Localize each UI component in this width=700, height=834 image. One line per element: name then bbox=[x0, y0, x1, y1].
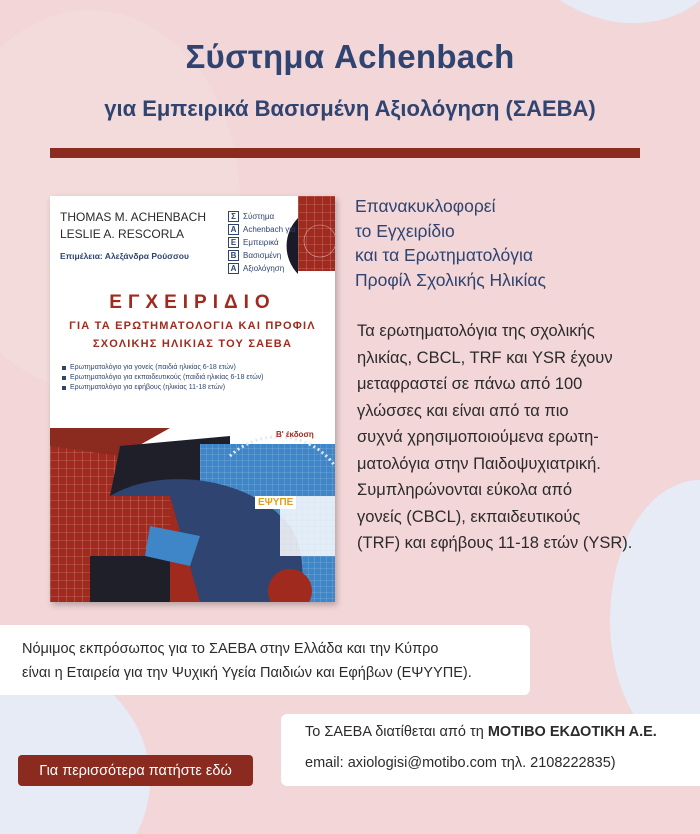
book-authors bbox=[60, 209, 206, 243]
questionnaire-item bbox=[62, 384, 264, 391]
square-bullet-icon bbox=[62, 386, 66, 390]
book-editor: Επιμέλεια: Αλεξάνδρα Ρούσσου bbox=[60, 251, 189, 261]
acronym-word: Εμπειρικά bbox=[243, 237, 279, 247]
acronym-row bbox=[228, 223, 296, 235]
questionnaire-label: Ερωτηματολόγιο για γονείς (παιδιά ηλικίας 6-18 ετών) bbox=[70, 364, 236, 371]
book-title: ΕΓΧΕΙΡΙΔΙΟ bbox=[109, 292, 276, 313]
more-info-button[interactable]: Για περισσότερα πατήστε εδώ bbox=[18, 755, 253, 786]
body-line: μεταφραστεί σε πάνω από 100 bbox=[357, 375, 583, 393]
acronym-letter: Ε bbox=[228, 237, 239, 248]
acronym-letter: Α bbox=[228, 263, 239, 274]
availability-box bbox=[281, 714, 700, 786]
heading-line: Προφίλ Σχολικής Ηλικίας bbox=[355, 269, 546, 290]
square-bullet-icon bbox=[62, 376, 66, 380]
body-line: συχνά χρησιμοποιούμενα ερωτη- bbox=[357, 428, 599, 446]
acronym-letter: A bbox=[228, 224, 239, 235]
publisher-logo: ΕΨΥΠΕ bbox=[255, 496, 296, 509]
representative-box bbox=[0, 625, 530, 695]
body-line: Τα ερωτηματολόγια της σχολικής bbox=[357, 322, 595, 340]
announcement-heading bbox=[355, 194, 546, 292]
divider-bar bbox=[50, 148, 640, 158]
announcement-body bbox=[357, 318, 677, 557]
acronym-row bbox=[228, 210, 296, 222]
representative-line: Νόμιμος εκπρόσωπος για το ΣΑΕΒΑ στην Ελλάδα και την Κύπρο bbox=[22, 641, 439, 657]
acronym-letter: Β bbox=[228, 250, 239, 261]
book-author: LESLIE A. RESCORLA bbox=[60, 227, 185, 241]
heading-line: Επανακυκλοφορεί bbox=[355, 196, 496, 216]
acronym-word: Βασισμένη bbox=[243, 250, 282, 260]
contact-line: email: axiologisi@motibo.com τηλ. 2108222835) bbox=[305, 755, 616, 771]
questionnaire-label: Ερωτηματολόγιο για εφήβους (ηλικίας 11-18 ετών) bbox=[70, 384, 226, 391]
acronym-row bbox=[228, 249, 296, 261]
questionnaire-item bbox=[62, 374, 264, 381]
acronym-word: Σύστημα bbox=[243, 211, 275, 221]
acronym-row bbox=[228, 236, 296, 248]
book-cover-image bbox=[50, 196, 335, 602]
square-bullet-icon bbox=[62, 366, 66, 370]
questionnaire-label: Ερωτηματολόγιο για εκπαιδευτικούς (παιδιά ηλικίας 6-18 ετών) bbox=[70, 374, 264, 381]
representative-line: είναι η Εταιρεία για την Ψυχική Υγεία Παιδιών και Εφήβων (ΕΨΥΥΠΕ). bbox=[22, 664, 472, 681]
book-subtitle: ΓΙΑ ΤΑ ΕΡΩΤΗΜΑΤΟΛΟΓΙΑ ΚΑΙ ΠΡΟΦΙΛ bbox=[69, 320, 316, 332]
body-line: ματολόγια στην Παιδοψυχιατρική. bbox=[357, 454, 601, 473]
representative-text bbox=[22, 638, 472, 685]
availability-line bbox=[305, 724, 657, 740]
book-edition: Β' έκδοση bbox=[276, 430, 314, 439]
acronym-letter: Σ bbox=[228, 211, 239, 222]
questionnaire-list bbox=[62, 364, 264, 394]
heading-line: και τα Ερωτηματολόγια bbox=[355, 245, 533, 265]
acronym-row bbox=[228, 262, 296, 274]
body-line: (TRF) και εφήβους 11-18 ετών (YSR). bbox=[357, 534, 633, 552]
body-line: γλώσσες και είναι από τα πιο bbox=[357, 401, 569, 420]
page-subtitle: για Εμπειρικά Βασισμένη Αξιολόγηση (ΣΑΕΒΑ) bbox=[104, 96, 596, 121]
publisher-name: ΜΟΤΙΒΟ ΕΚΔΟΤΙΚΗ Α.Ε. bbox=[487, 724, 657, 740]
acronym-word: Αξιολόγηση bbox=[243, 263, 285, 273]
body-line: ηλικίας, CBCL, TRF και YSR έχουν bbox=[357, 348, 613, 367]
heading-line: το Εγχειρίδιο bbox=[355, 220, 455, 241]
acronym-word: Achenbach για bbox=[243, 224, 296, 234]
body-line: γονείς (CBCL), εκπαιδευτικούς bbox=[357, 507, 581, 526]
questionnaire-item bbox=[62, 364, 264, 371]
book-author: THOMAS M. ACHENBACH bbox=[60, 210, 207, 224]
page-title: Σύστημα Achenbach bbox=[185, 38, 515, 75]
book-subtitle: ΣΧΟΛΙΚΗΣ ΗΛΙΚΙΑΣ ΤΟΥ ΣΑΕΒΑ bbox=[92, 338, 293, 350]
acronym-list bbox=[228, 210, 296, 275]
availability-prefix: Το ΣΑΕΒΑ διατίθεται από τη bbox=[305, 724, 488, 740]
body-line: Συμπληρώνονται εύκολα από bbox=[357, 481, 573, 499]
